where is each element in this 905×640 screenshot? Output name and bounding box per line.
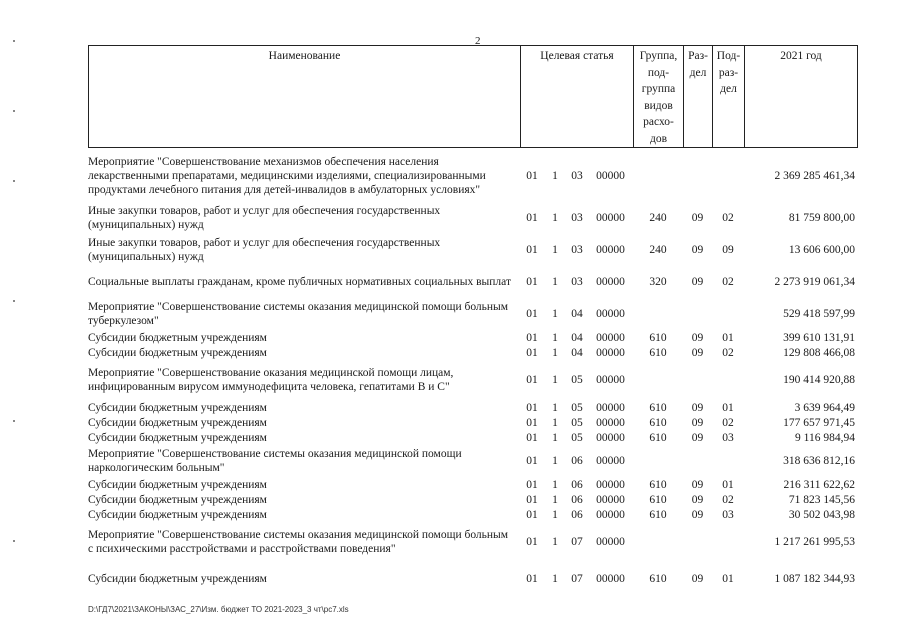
header-name: Наименование <box>89 46 521 148</box>
expense-group: 610 <box>649 346 667 359</box>
table-row <box>88 430 857 445</box>
row-name: Субсидии бюджетным учреждениям <box>88 431 267 444</box>
table-row <box>88 330 857 345</box>
subsection-code: 03 <box>722 431 734 444</box>
expense-group: 610 <box>649 431 667 444</box>
target-code-4: 00000 <box>596 244 625 256</box>
budget-table <box>88 150 857 596</box>
table-row <box>88 400 857 415</box>
target-code-4: 00000 <box>596 170 625 182</box>
amount-2021: 1 217 261 995,53 <box>774 536 855 548</box>
amount-2021: 399 610 131,91 <box>783 331 855 344</box>
subsection-code: 01 <box>722 401 734 414</box>
target-code-2: 1 <box>552 401 558 414</box>
subsection-code: 02 <box>722 493 734 506</box>
target-code-4: 00000 <box>596 478 625 491</box>
amount-2021: 177 657 971,45 <box>783 416 855 429</box>
row-name: Субсидии бюджетным учреждениям <box>88 508 267 521</box>
section-code: 09 <box>691 346 704 359</box>
expense-group: 610 <box>649 401 667 414</box>
amount-2021: 216 311 622,62 <box>783 478 855 491</box>
table-row <box>88 234 857 266</box>
target-code-2: 1 <box>552 478 558 491</box>
target-code-1: 01 <box>526 331 538 344</box>
target-code-2: 1 <box>552 244 558 256</box>
table-header <box>88 45 858 148</box>
subsection-code: 01 <box>722 573 734 585</box>
target-code-4: 00000 <box>596 455 625 467</box>
section-code: 09 <box>691 508 704 521</box>
target-code-1: 01 <box>526 308 538 320</box>
target-code-3: 06 <box>571 455 583 467</box>
target-code-4: 00000 <box>596 508 625 521</box>
target-code-1: 01 <box>526 212 538 224</box>
section-code: 09 <box>691 212 704 224</box>
target-code-4: 00000 <box>596 536 625 548</box>
row-name: Мероприятие "Совершенствование оказания медицинской помощи лицам, инфицированным вирусом иммунодефицита человека, гепатитами В и С" <box>88 367 454 393</box>
target-code-3: 06 <box>571 478 583 491</box>
target-code-3: 07 <box>571 573 583 585</box>
target-code-3: 05 <box>571 416 583 429</box>
target-code-3: 03 <box>571 170 583 182</box>
subsection-code: 09 <box>722 244 734 256</box>
table-row <box>88 266 857 298</box>
row-name: Иные закупки товаров, работ и услуг для обеспечения государственных (муниципальных) нужд <box>88 237 441 263</box>
target-code-4: 00000 <box>596 308 625 320</box>
expense-group <box>633 298 683 330</box>
expense-group <box>633 360 683 400</box>
target-code-3: 04 <box>571 346 583 359</box>
section-code <box>683 445 712 477</box>
target-code-2: 1 <box>552 346 558 359</box>
row-name: Субсидии бюджетным учреждениям <box>88 573 267 585</box>
margin-mark <box>13 110 15 112</box>
target-code-1: 01 <box>526 536 538 548</box>
subsection-code: 01 <box>722 478 734 491</box>
amount-2021: 529 418 597,99 <box>783 308 855 320</box>
subsection-code <box>712 360 744 400</box>
margin-mark <box>13 540 15 542</box>
expense-group: 610 <box>649 508 667 521</box>
expense-group <box>633 445 683 477</box>
target-code-3: 05 <box>571 431 583 444</box>
target-code-4: 00000 <box>596 331 625 344</box>
target-code-2: 1 <box>552 170 558 182</box>
row-name: Субсидии бюджетным учреждениям <box>88 401 267 414</box>
table-row <box>88 298 857 330</box>
target-code-3: 05 <box>571 374 583 386</box>
section-code <box>683 298 712 330</box>
table-row <box>88 202 857 234</box>
target-code-1: 01 <box>526 478 538 491</box>
subsection-code <box>712 445 744 477</box>
amount-2021: 190 414 920,88 <box>783 374 855 386</box>
table-row <box>88 415 857 430</box>
margin-mark <box>13 180 15 182</box>
row-name: Мероприятие "Совершенствование системы оказания медицинской помощи наркологическим больным" <box>88 448 462 474</box>
expense-group: 610 <box>649 331 667 344</box>
table-row <box>88 345 857 360</box>
subsection-code: 02 <box>722 276 734 288</box>
section-code: 09 <box>691 401 704 414</box>
expense-group <box>633 522 683 562</box>
amount-2021: 3 639 964,49 <box>794 401 855 414</box>
subsection-code <box>712 298 744 330</box>
table-row <box>88 477 857 492</box>
target-code-4: 00000 <box>596 573 625 585</box>
row-name: Мероприятие "Совершенствование системы оказания медицинской помощи больным с психическими расстройствами и расстройствами поведения" <box>88 529 509 555</box>
subsection-code: 01 <box>722 331 734 344</box>
target-code-1: 01 <box>526 431 538 444</box>
row-name: Иные закупки товаров, работ и услуг для обеспечения государственных (муниципальных) нужд <box>88 205 441 231</box>
target-code-4: 00000 <box>596 401 625 414</box>
target-code-1: 01 <box>526 493 538 506</box>
row-name: Субсидии бюджетным учреждениям <box>88 416 267 429</box>
row-name: Социальные выплаты гражданам, кроме публичных нормативных социальных выплат <box>88 276 511 288</box>
amount-2021: 2 273 919 061,34 <box>774 276 855 288</box>
amount-2021: 81 759 800,00 <box>788 212 855 224</box>
amount-2021: 9 116 984,94 <box>795 431 855 444</box>
subsection-code: 02 <box>722 212 734 224</box>
section-code <box>683 522 712 562</box>
row-name: Субсидии бюджетным учреждениям <box>88 478 267 491</box>
target-code-2: 1 <box>552 276 558 288</box>
target-code-2: 1 <box>552 536 558 548</box>
subsection-code: 02 <box>722 416 734 429</box>
section-code: 09 <box>691 493 704 506</box>
section-code <box>683 360 712 400</box>
target-code-4: 00000 <box>596 374 625 386</box>
table-row <box>88 360 857 400</box>
row-name: Мероприятие "Совершенствование механизмов обеспечения населения лекарственными препаратами, медицинскими изделиями, специализированными продуктами лечебного питания для детей-инвалидов в амбулаторных условиях" <box>88 156 486 196</box>
header-group: Группа, под-группа видов расхо-дов <box>634 46 684 148</box>
section-code: 09 <box>691 416 704 429</box>
margin-mark <box>13 40 15 42</box>
header-section: Раз-дел <box>684 46 713 148</box>
expense-group: 240 <box>649 244 667 256</box>
target-code-2: 1 <box>552 331 558 344</box>
file-path: D:\ГД7\2021\ЗАКОНЫ\ЗАС_27\Изм. бюджет ТО 2021-2023_3 чт\рс7.xls <box>88 605 349 614</box>
table-row <box>88 492 857 507</box>
target-code-1: 01 <box>526 508 538 521</box>
target-code-4: 00000 <box>596 346 625 359</box>
section-code: 09 <box>691 331 704 344</box>
section-code <box>683 150 712 202</box>
target-code-1: 01 <box>526 244 538 256</box>
target-code-1: 01 <box>526 416 538 429</box>
amount-2021: 318 636 812,16 <box>783 455 855 467</box>
target-code-3: 03 <box>571 212 583 224</box>
row-name: Субсидии бюджетным учреждениям <box>88 493 267 506</box>
expense-group: 240 <box>649 212 667 224</box>
subsection-code: 03 <box>722 508 734 521</box>
target-code-1: 01 <box>526 346 538 359</box>
target-code-1: 01 <box>526 455 538 467</box>
target-code-2: 1 <box>552 308 558 320</box>
subsection-code <box>712 150 744 202</box>
target-code-3: 06 <box>571 493 583 506</box>
target-code-2: 1 <box>552 493 558 506</box>
subsection-code: 02 <box>722 346 734 359</box>
target-code-4: 00000 <box>596 212 625 224</box>
amount-2021: 30 502 043,98 <box>788 508 855 521</box>
target-code-3: 04 <box>571 331 583 344</box>
table-row <box>88 562 857 596</box>
target-code-4: 00000 <box>596 416 625 429</box>
subsection-code <box>712 522 744 562</box>
target-code-1: 01 <box>526 276 538 288</box>
target-code-3: 03 <box>571 276 583 288</box>
target-code-1: 01 <box>526 170 538 182</box>
target-code-3: 04 <box>571 308 583 320</box>
target-code-2: 1 <box>552 212 558 224</box>
margin-mark <box>13 300 15 302</box>
expense-group: 610 <box>649 493 667 506</box>
amount-2021: 1 087 182 344,93 <box>774 573 855 585</box>
target-code-3: 06 <box>571 508 583 521</box>
target-code-2: 1 <box>552 455 558 467</box>
header-year: 2021 год <box>745 46 858 148</box>
target-code-3: 07 <box>571 536 583 548</box>
target-code-2: 1 <box>552 508 558 521</box>
target-code-1: 01 <box>526 573 538 585</box>
target-code-2: 1 <box>552 431 558 444</box>
target-code-2: 1 <box>552 416 558 429</box>
target-code-2: 1 <box>552 374 558 386</box>
target-code-3: 03 <box>571 244 583 256</box>
amount-2021: 71 823 145,56 <box>788 493 855 506</box>
table-row <box>88 150 857 202</box>
page-number: 2 <box>475 35 481 47</box>
expense-group: 610 <box>649 416 667 429</box>
section-code: 09 <box>691 573 704 585</box>
target-code-3: 05 <box>571 401 583 414</box>
section-code: 09 <box>691 244 704 256</box>
expense-group: 610 <box>649 478 667 491</box>
section-code: 09 <box>691 276 704 288</box>
row-name: Субсидии бюджетным учреждениям <box>88 331 267 344</box>
expense-group <box>633 150 683 202</box>
target-code-1: 01 <box>526 401 538 414</box>
target-code-2: 1 <box>552 573 558 585</box>
amount-2021: 13 606 600,00 <box>788 244 855 256</box>
table-row <box>88 445 857 477</box>
header-target: Целевая статья <box>521 46 634 148</box>
header-subsection: Под-раз-дел <box>713 46 745 148</box>
margin-mark <box>13 420 15 422</box>
amount-2021: 129 808 466,08 <box>783 346 855 359</box>
row-name: Субсидии бюджетным учреждениям <box>88 346 267 359</box>
target-code-1: 01 <box>526 374 538 386</box>
section-code: 09 <box>691 431 704 444</box>
target-code-4: 00000 <box>596 493 625 506</box>
expense-group: 320 <box>649 276 667 288</box>
target-code-4: 00000 <box>596 276 625 288</box>
amount-2021: 2 369 285 461,34 <box>774 170 855 182</box>
section-code: 09 <box>691 478 704 491</box>
expense-group: 610 <box>649 573 667 585</box>
target-code-4: 00000 <box>596 431 625 444</box>
row-name: Мероприятие "Совершенствование системы оказания медицинской помощи больным туберкулезом" <box>88 301 509 327</box>
table-row <box>88 522 857 562</box>
table-row <box>88 507 857 522</box>
